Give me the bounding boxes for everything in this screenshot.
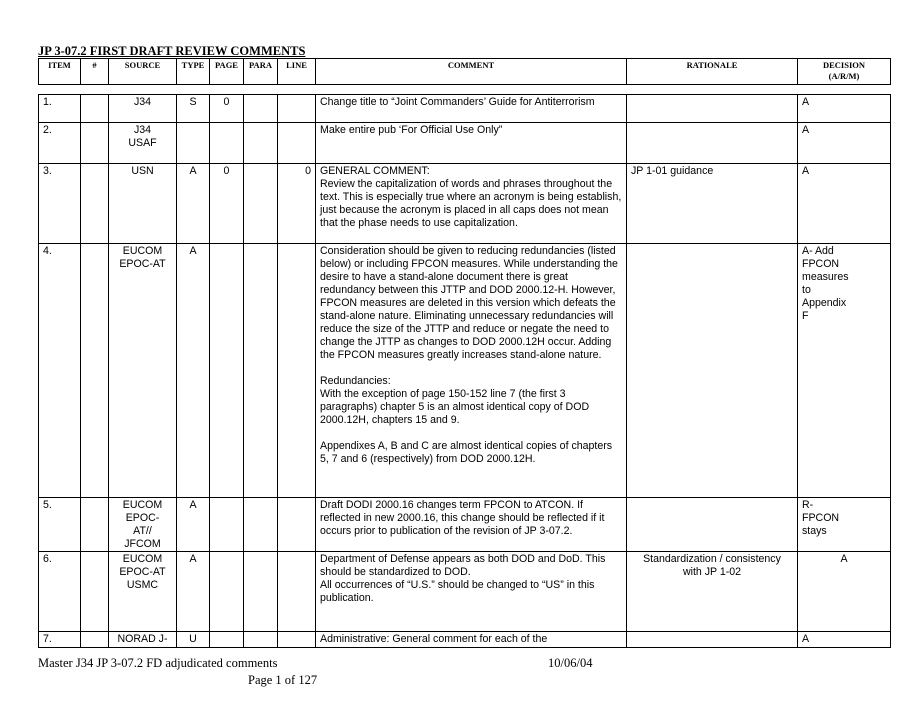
table-row <box>39 632 891 648</box>
cell-source: EUCOM EPOC-AT <box>109 244 177 498</box>
cell-item: 5. <box>39 498 81 552</box>
cell-decision: R- FPCON stays <box>798 498 891 552</box>
cell-decision: A <box>798 164 891 244</box>
table-row <box>39 244 891 498</box>
cell-page: 0 <box>210 95 244 123</box>
cell-line <box>278 123 316 164</box>
cell-type: A <box>177 164 210 244</box>
cell-source: J34 <box>109 95 177 123</box>
cell-number <box>81 95 109 123</box>
footer-filename: Master J34 JP 3-07.2 FD adjudicated comments <box>38 656 278 670</box>
table-row <box>39 552 891 632</box>
cell-decision: A <box>798 123 891 164</box>
cell-page <box>210 632 244 648</box>
cell-line <box>278 95 316 123</box>
cell-type: S <box>177 95 210 123</box>
cell-page: 0 <box>210 164 244 244</box>
cell-line <box>278 244 316 498</box>
cell-type: A <box>177 498 210 552</box>
cell-rationale: Standardization / consistency with JP 1-02 <box>627 552 798 632</box>
cell-number <box>81 244 109 498</box>
cell-line: 0 <box>278 164 316 244</box>
cell-decision: A- Add FPCON measures to Appendix F <box>798 244 891 498</box>
cell-item: 4. <box>39 244 81 498</box>
cell-number <box>81 164 109 244</box>
cell-item: 7. <box>39 632 81 648</box>
cell-line <box>278 552 316 632</box>
cell-comment: Draft DODI 2000.16 changes term FPCON to ATCON. If reflected in new 2000.16, this change should be reflected if it occurs prior to publication of the revision of JP 3-07.2. <box>316 498 627 552</box>
cell-decision: A <box>798 552 891 632</box>
header-item: ITEM <box>39 59 81 85</box>
cell-source: EUCOM EPOC- AT// JFCOM <box>109 498 177 552</box>
cell-page <box>210 552 244 632</box>
header-decision: DECISION (A/R/M) <box>798 59 891 85</box>
cell-para <box>244 123 278 164</box>
cell-number <box>81 123 109 164</box>
cell-comment: Change title to “Joint Commanders’ Guide for Antiterrorism <box>316 95 627 123</box>
table-row <box>39 164 891 244</box>
header-page: PAGE <box>210 59 244 85</box>
cell-rationale <box>627 498 798 552</box>
cell-type: A <box>177 552 210 632</box>
footer-date: 10/06/04 <box>548 656 593 670</box>
cell-rationale <box>627 95 798 123</box>
header-type: TYPE <box>177 59 210 85</box>
cell-item: 2. <box>39 123 81 164</box>
header-source: SOURCE <box>109 59 177 85</box>
cell-rationale <box>627 244 798 498</box>
cell-item: 3. <box>39 164 81 244</box>
cell-para <box>244 95 278 123</box>
cell-para <box>244 164 278 244</box>
header-number: # <box>81 59 109 85</box>
cell-number <box>81 552 109 632</box>
cell-comment: Department of Defense appears as both DOD and DoD. This should be standardized to DOD. All occurrences of “U.S.” should be changed to “US” in this publication. <box>316 552 627 632</box>
cell-comment: Consideration should be given to reducing redundancies (listed below) or including FPCON measures. While understanding the desire to have a stand-alone document there is great redundancy between this JTTP and DOD 2000.12-H. However, FPCON measures are deleted in this version which defeats the stand-alone nature. Eliminating unnecessary redundancies will reduce the size of the JTTP and reduce or negate the need to change the JTTP as changes to DOD 2000.12H occur. Adding the FPCON measures greatly increases stand-alone nature. Redundancies: With the exception of page 150-152 line 7 (the first 3 paragraphs) chapter 5 is an almost identical copy of DOD 2000.12H, chapters 15 and 9. Appendixes A, B and C are almost identical copies of chapters 5, 7 and 6 (respectively) from DOD 2000.12H. <box>316 244 627 498</box>
cell-item: 1. <box>39 95 81 123</box>
cell-decision: A <box>798 95 891 123</box>
cell-comment: Make entire pub ‘For Official Use Only” <box>316 123 627 164</box>
cell-number <box>81 498 109 552</box>
table-header <box>38 58 891 85</box>
cell-comment: GENERAL COMMENT: Review the capitalization of words and phrases throughout the text. This is especially true where an acronym is being establish, just because the acronym is placed in all caps does not mean that the phase needs to use capitalization. <box>316 164 627 244</box>
cell-decision: A <box>798 632 891 648</box>
cell-number <box>81 632 109 648</box>
cell-para <box>244 244 278 498</box>
cell-type <box>177 123 210 164</box>
header-rationale: RATIONALE <box>627 59 798 85</box>
cell-rationale: JP 1-01 guidance <box>627 164 798 244</box>
page-title: JP 3-07.2 FIRST DRAFT REVIEW COMMENTS <box>38 44 306 58</box>
header-line: LINE <box>278 59 316 85</box>
table-row <box>39 498 891 552</box>
cell-para <box>244 552 278 632</box>
cell-source: NORAD J- <box>109 632 177 648</box>
footer-page-number: Page 1 of 127 <box>248 673 318 687</box>
cell-type: A <box>177 244 210 498</box>
cell-type: U <box>177 632 210 648</box>
cell-source: J34 USAF <box>109 123 177 164</box>
cell-comment: Administrative: General comment for each of the <box>316 632 627 648</box>
table-row <box>39 95 891 123</box>
cell-line <box>278 632 316 648</box>
cell-line <box>278 498 316 552</box>
comments-table <box>38 94 891 648</box>
header-para: PARA <box>244 59 278 85</box>
cell-item: 6. <box>39 552 81 632</box>
cell-page <box>210 244 244 498</box>
cell-source: USN <box>109 164 177 244</box>
header-comment: COMMENT <box>316 59 627 85</box>
cell-source: EUCOM EPOC-AT USMC <box>109 552 177 632</box>
table-row <box>39 123 891 164</box>
cell-para <box>244 498 278 552</box>
cell-rationale <box>627 123 798 164</box>
cell-page <box>210 498 244 552</box>
cell-rationale <box>627 632 798 648</box>
cell-page <box>210 123 244 164</box>
cell-para <box>244 632 278 648</box>
